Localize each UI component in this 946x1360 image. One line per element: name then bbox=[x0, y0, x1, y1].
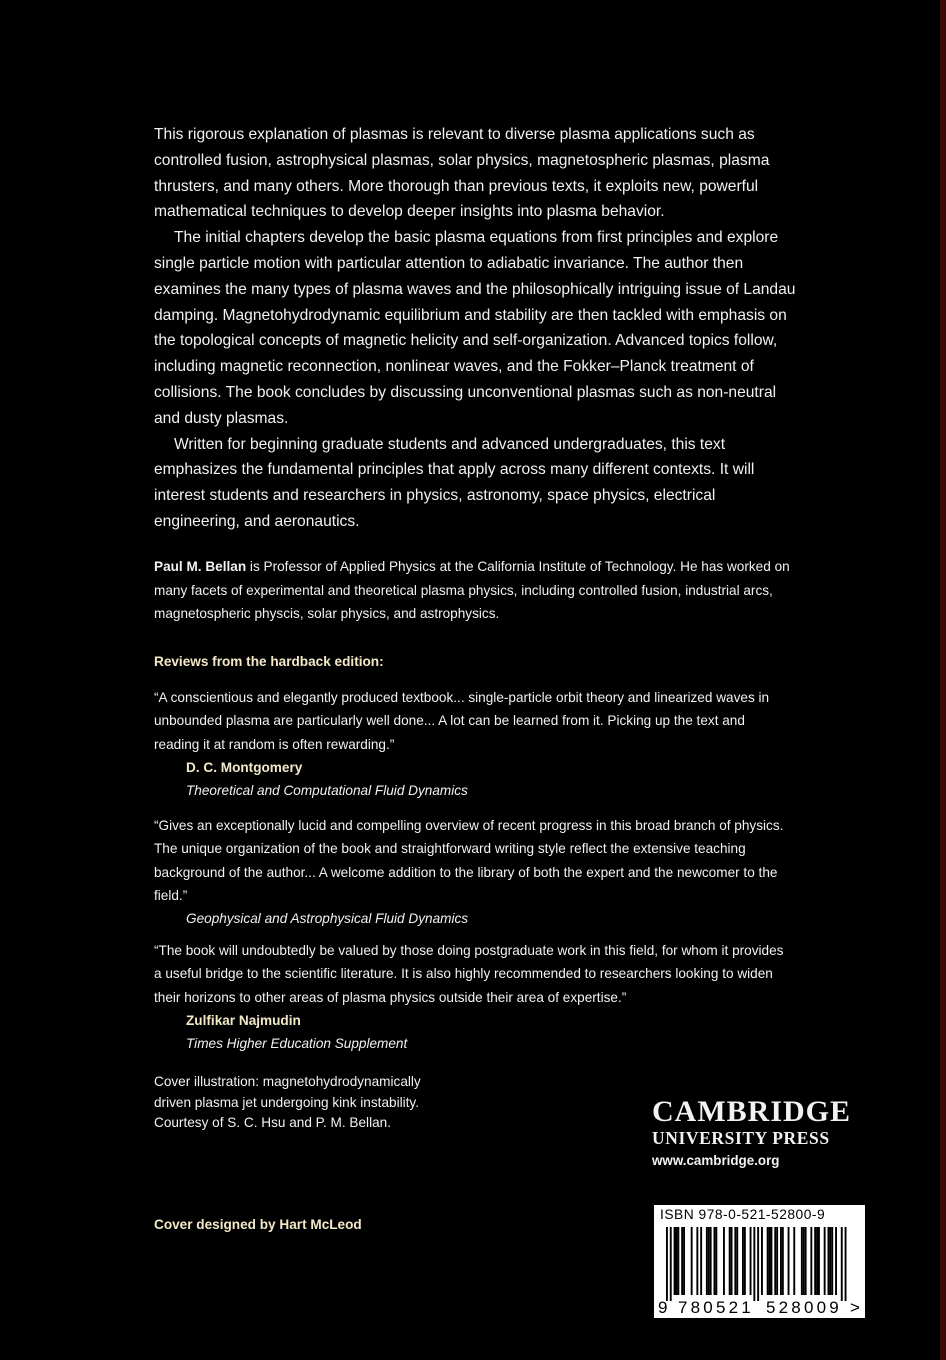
reviewer-name: Zulfikar Najmudin bbox=[186, 1012, 301, 1028]
review-quote: “Gives an exceptionally lucid and compelling overview of recent progress in this broad branch of physics. The unique organization of the book and straightforward writing style reflect the extensive teaching background of the author... A welcome addition to the library of both the expert and the newcomer to the field.” bbox=[154, 818, 784, 903]
barcode-bar bbox=[736, 1227, 738, 1295]
barcode-bar bbox=[715, 1227, 717, 1295]
barcode-bar bbox=[774, 1227, 776, 1295]
barcode-bar bbox=[750, 1227, 752, 1295]
barcode-bar bbox=[696, 1227, 698, 1295]
description-paragraph: The initial chapters develop the basic plasma equations from first principles and explore single particle motion with particular attention to adiabatic invariance. The author then examines the many types of plasma waves and the philosophically intriguing issue of Landau damping. Magnetohydrodynamic equilibrium and stability are then tackled with emphasis on the topological concepts of magnetic helicity and self-organization. Advanced topics follow, including magnetic reconnection, nonlinear waves, and the Fokker–Planck treatment of collisions. The book concludes by discussing unconventional plasmas such as non-neutral and dusty plasmas. bbox=[154, 229, 796, 427]
barcode-right-digits: 528009 bbox=[766, 1298, 842, 1317]
isbn-label: ISBN 978-0-521-52800-9 bbox=[660, 1207, 826, 1222]
review-item bbox=[154, 686, 794, 802]
publisher-subtitle: UNIVERSITY PRESS bbox=[652, 1128, 830, 1148]
barcode-bar bbox=[829, 1227, 831, 1295]
barcode-bar bbox=[666, 1227, 668, 1301]
reviewer-name: D. C. Montgomery bbox=[186, 759, 303, 775]
publisher-name: CAMBRIDGE bbox=[652, 1095, 852, 1128]
barcode-bar bbox=[780, 1227, 782, 1295]
barcode-bar bbox=[753, 1227, 755, 1301]
barcode-bar bbox=[691, 1227, 693, 1295]
barcode-bar bbox=[681, 1227, 683, 1295]
review-quote: “A conscientious and elegantly produced textbook... single-particle orbit theory and linearized waves in unbounded plasma are particularly well done... A lot can be learned from it. Picking up the text and reading it at random is often rewarding.” bbox=[154, 690, 770, 752]
publisher-url: www.cambridge.org bbox=[652, 1153, 780, 1168]
barcode-bar bbox=[801, 1227, 803, 1295]
barcode-bar bbox=[670, 1227, 672, 1301]
barcode-bar bbox=[757, 1227, 759, 1301]
description-paragraph: Written for beginning graduate students and advanced undergraduates, this text emphasizes the fundamental principles that apply across many different contexts. It will interest students and researchers in physics, astronomy, space physics, electrical engineering, and aeronautics. bbox=[154, 435, 755, 530]
book-description bbox=[154, 122, 804, 535]
barcode-bar bbox=[708, 1227, 710, 1295]
barcode-bars bbox=[660, 1227, 859, 1302]
spine-edge bbox=[940, 0, 946, 1360]
barcode-bar bbox=[776, 1227, 778, 1295]
review-source: Times Higher Education Supplement bbox=[186, 1036, 408, 1052]
cover-credit-line: driven plasma jet undergoing kink instability. bbox=[154, 1094, 419, 1110]
barcode-bar bbox=[676, 1227, 678, 1295]
barcode-bar bbox=[677, 1227, 679, 1295]
barcode-bar bbox=[818, 1227, 820, 1295]
barcode-bar bbox=[710, 1227, 712, 1295]
barcode-bar bbox=[845, 1227, 847, 1301]
barcode-bar bbox=[841, 1227, 843, 1301]
barcode-bar bbox=[803, 1227, 805, 1295]
barcode-first-digit: 9 bbox=[658, 1298, 668, 1317]
barcode-bar bbox=[714, 1227, 716, 1295]
barcode-bar bbox=[793, 1227, 795, 1295]
cover-designer: Cover designed by Hart McLeod bbox=[154, 1217, 362, 1232]
barcode-bar bbox=[767, 1227, 769, 1295]
barcode-bar bbox=[683, 1227, 685, 1295]
barcode-bar bbox=[810, 1227, 812, 1295]
review-source: Theoretical and Computational Fluid Dynamics bbox=[186, 783, 468, 799]
isbn-barcode bbox=[654, 1205, 865, 1318]
review-source: Geophysical and Astrophysical Fluid Dynamics bbox=[186, 911, 469, 927]
description-paragraph: This rigorous explanation of plasmas is relevant to diverse plasma applications such as controlled fusion, astrophysical plasmas, solar physics, magnetospheric plasmas, plasma thrusters, and many others. More thorough than previous texts, it exploits new, powerful mathematical techniques to develop deeper insights into plasma behavior. bbox=[154, 126, 770, 221]
barcode-bar bbox=[729, 1227, 731, 1295]
author-name: Paul M. Bellan bbox=[154, 559, 247, 574]
barcode-bar bbox=[824, 1227, 826, 1295]
barcode-bar bbox=[828, 1227, 830, 1295]
barcode-bar bbox=[761, 1227, 763, 1295]
review-item bbox=[154, 814, 794, 930]
author-bio-text: is Professor of Applied Physics at the California Institute of Technology. He has worked on many facets of experimental and theoretical plasma physics, including controlled fusion, industrial arcs, magnetospheric physcis, solar physics, and astrophysics. bbox=[154, 559, 790, 621]
barcode-bar bbox=[769, 1227, 771, 1295]
barcode-bar bbox=[831, 1227, 833, 1295]
barcode-bar bbox=[731, 1227, 733, 1295]
reviews-heading: Reviews from the hardback edition: bbox=[154, 654, 384, 669]
barcode-bar bbox=[742, 1227, 744, 1295]
barcode-digits bbox=[654, 1298, 865, 1318]
barcode-bar bbox=[723, 1227, 725, 1295]
barcode-bar bbox=[734, 1227, 736, 1295]
review-item bbox=[154, 939, 794, 1055]
cover-credit-line: Cover illustration: magnetohydrodynamically bbox=[154, 1074, 421, 1089]
barcode-left-digits: 780521 bbox=[678, 1298, 754, 1317]
barcode-quiet-mark: > bbox=[850, 1298, 860, 1317]
barcode-bar bbox=[744, 1227, 746, 1295]
barcode-bar bbox=[805, 1227, 807, 1295]
barcode-bar bbox=[700, 1227, 702, 1295]
barcode-bar bbox=[706, 1227, 708, 1295]
cover-illustration-credit bbox=[154, 1072, 454, 1134]
barcode-bar bbox=[788, 1227, 790, 1295]
author-bio bbox=[154, 555, 794, 626]
publisher-logo bbox=[652, 1097, 868, 1168]
barcode-bar bbox=[816, 1227, 818, 1295]
barcode-bar bbox=[782, 1227, 784, 1295]
barcode-bar bbox=[771, 1227, 773, 1295]
barcode-bar bbox=[835, 1227, 837, 1295]
barcode-bar bbox=[814, 1227, 816, 1295]
cover-credit-line: Courtesy of S. C. Hsu and P. M. Bellan. bbox=[154, 1115, 391, 1130]
review-quote: “The book will undoubtedly be valued by those doing postgraduate work in this field, for whom it provides a useful bridge to the scientific literature. It is also highly recommended to researchers looking to widen their horizons to other areas of plasma physics outside their area of expertise.” bbox=[154, 943, 784, 1005]
barcode-bar bbox=[674, 1227, 676, 1295]
